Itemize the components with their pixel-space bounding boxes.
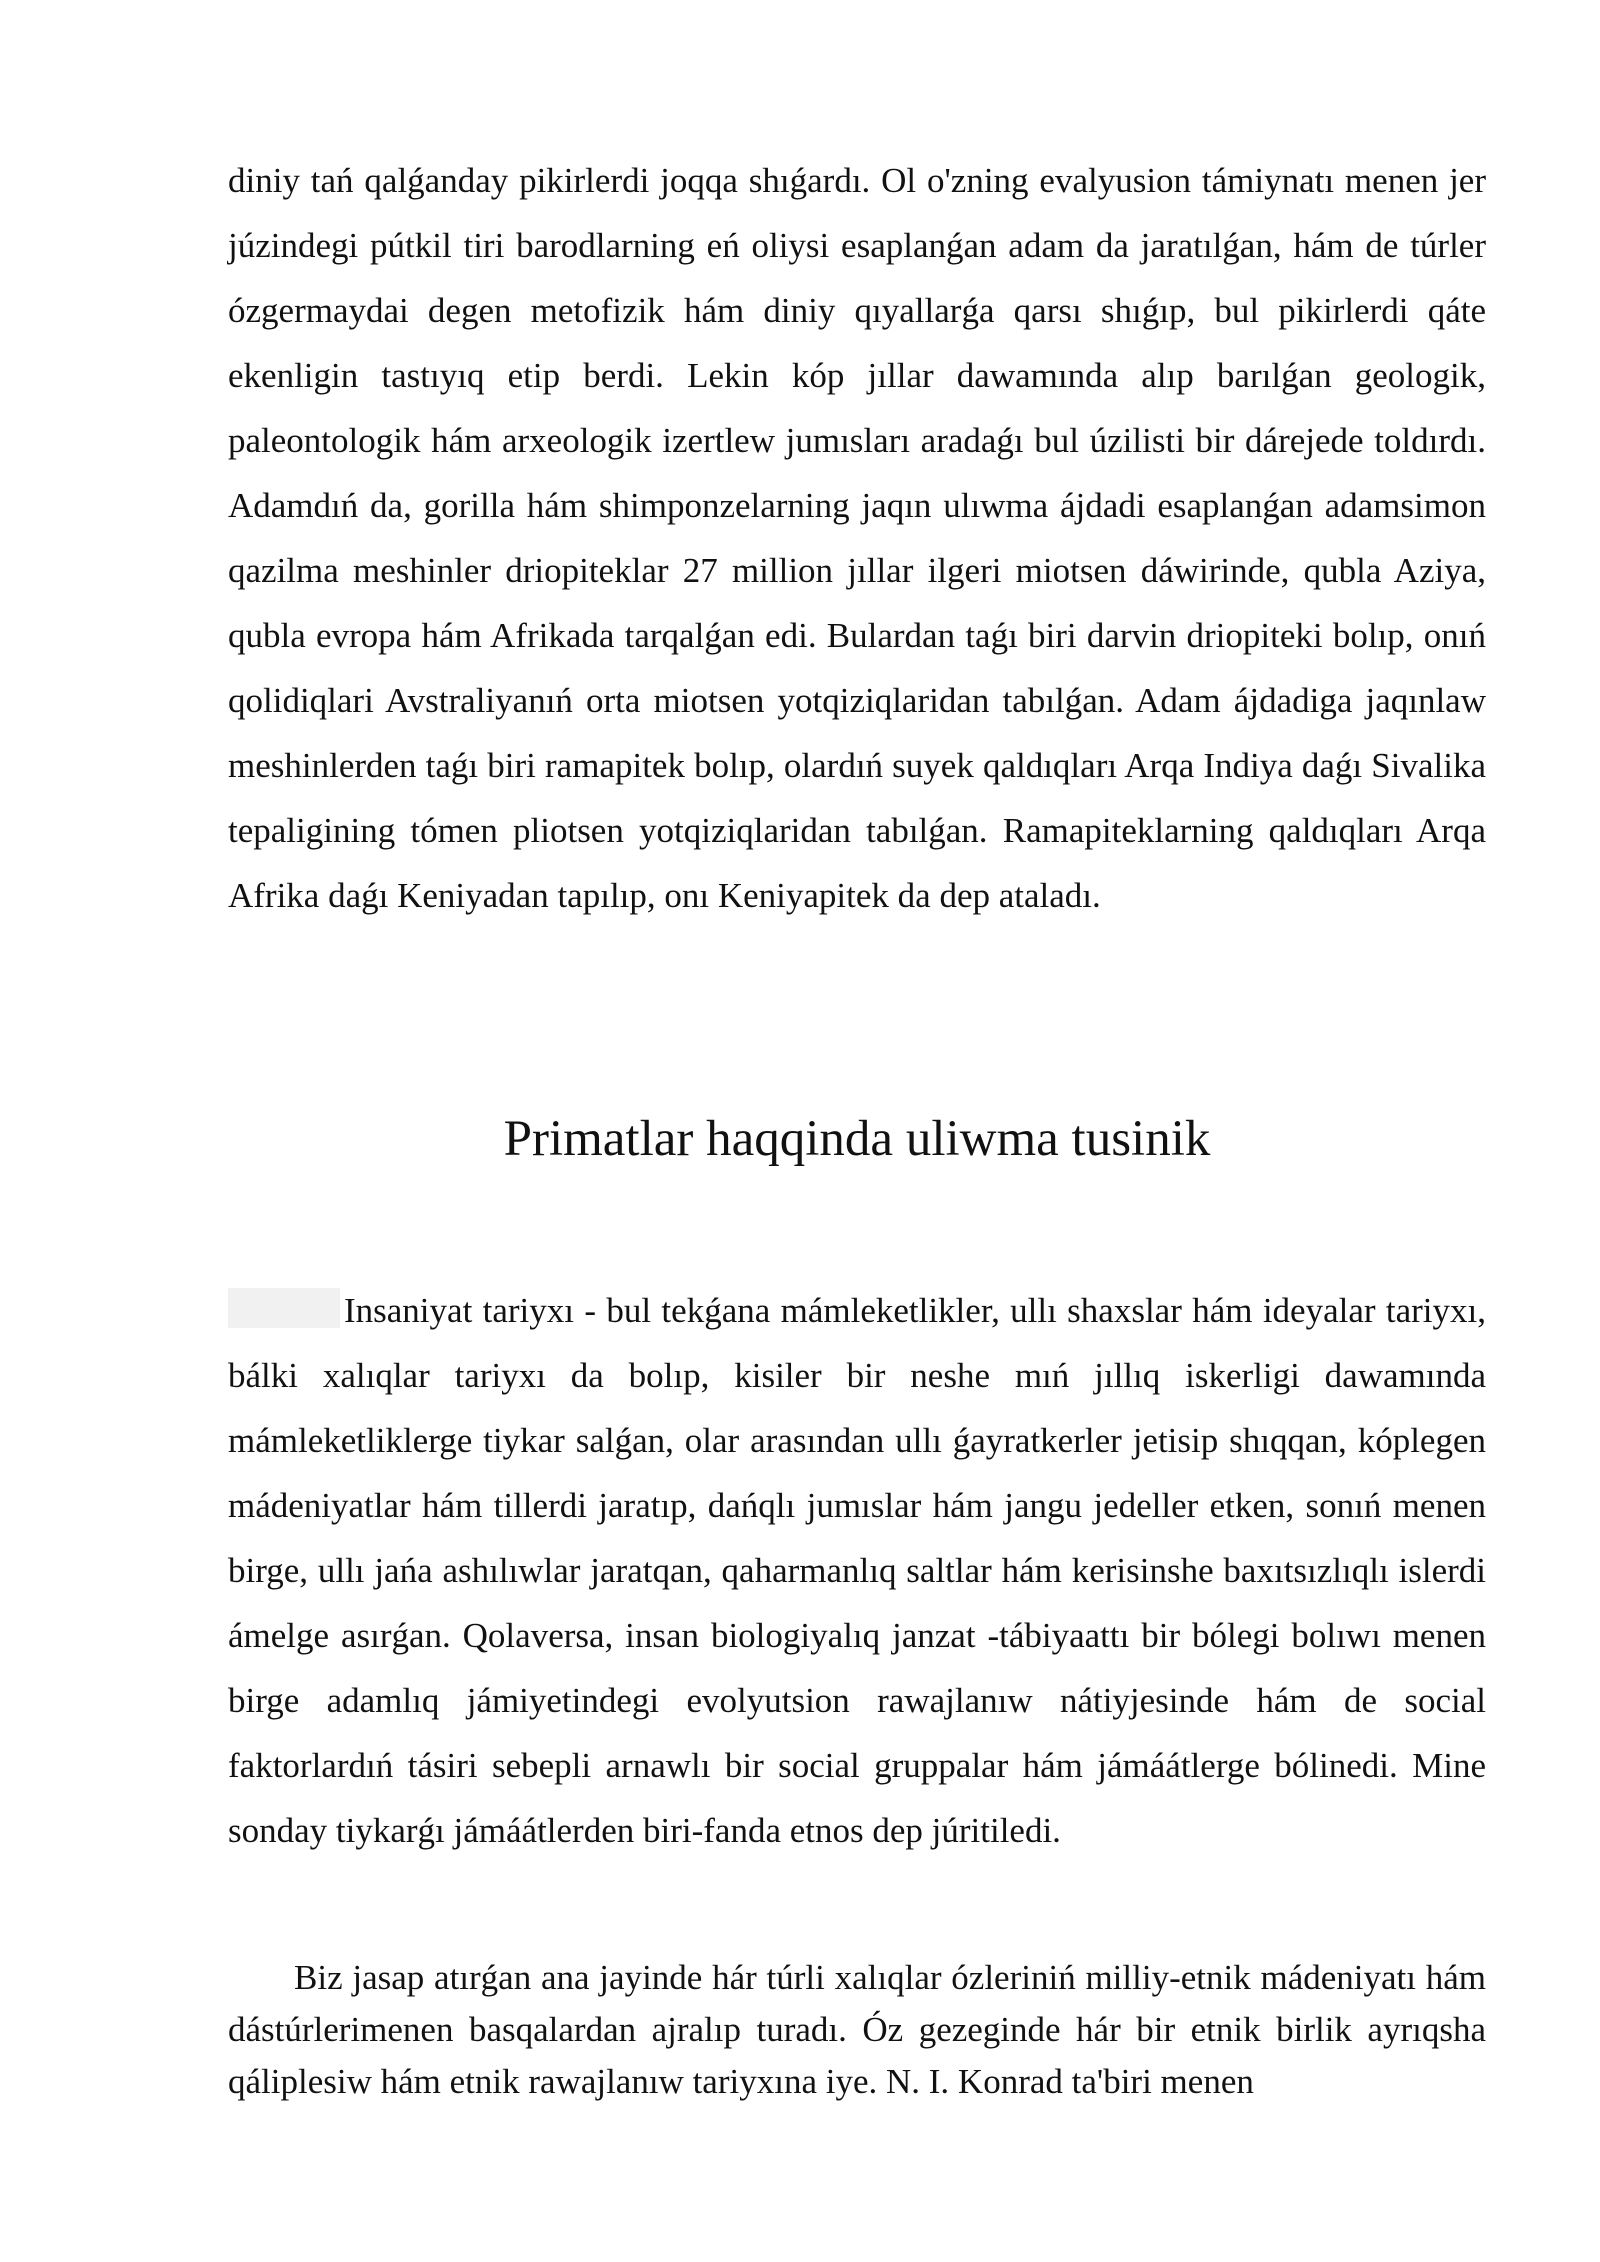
body-paragraph-1: diniy tań qalǵanday pikirlerdi joqqa shıǵardı. Ol o'zning evalyusion támiynatı menen jer júzindegi pútkil tiri barodlarning eń oliysi esaplanǵan adam da jaratılǵan, hám de túrler ózgermaydai degen metofizik hám diniy qıyallarǵa qarsı shıǵıp, bul pikirlerdi qáte ekenligin tastıyıq etip berdi. Lekin kóp jıllar dawamında alıp barılǵan geologik, paleontologik hám arxeologik izertlew jumısları aradaǵı bul úzilisti bir dárejede toldırdı. Adamdıń da, gorilla hám shimponzelarning jaqın ulıwma ájdadi esaplanǵan adamsimon qazilma meshinler driopiteklar 27 million jıllar ilgeri miotsen dáwirinde, qubla Aziya, qubla evropa hám Afrikada tarqalǵan edi. Bulardan taǵı biri darvin driopiteki bolıp, onıń qolidiqlari Avstraliyanıń orta miotsen yotqiziqlaridan tabılǵan. Adam ájdadiga jaqınlaw meshinlerden taǵı biri ramapitek bolıp, olardıń suyek qaldıqları Arqa Indiya daǵı Sivalika tepaligining tómen pliotsen yotqiziqlaridan tabılǵan. Ramapiteklarning qaldıqları Arqa Afrika daǵı Keniyadan tapılıp, onı Keniyapitek da dep ataladı.	[228, 161, 1486, 915]
body-paragraph-2	[228, 1278, 1486, 1863]
body-paragraph-2-text: Insaniyat tariyxı - bul tekǵana mámleketlikler, ullı shaxslar hám ideyalar tariyxı, bálki xalıqlar tariyxı da bolıp, kisiler bir neshe mıń jıllıq iskerligi dawamında mámleketliklerge tiykar salǵan, olar arasından ullı ǵayratkerler jetisip shıqqan, kóplegen mádeniyatlar hám tillerdi jaratıp, dańqlı jumıslar hám jangu jedeller etken, sonıń menen birge, ullı jańa ashılıwlar jaratqan, qaharmanlıq saltlar hám kerisinshe baxıtsızlıqlı islerdi ámelge asırǵan. Qolaversa, insan biologiyalıq janzat -tábiyaattı bir bólegi bolıwı menen birge adamlıq jámiyetindegi evolyutsion rawajlanıw nátiyjesinde hám de social faktorlardıń tásiri sebepli arnawlı bir social gruppalar hám jámáátlerge bólinedi. Mine sonday tiykarǵı jámáátlerden biri-fanda etnos dep júritiledi.	[228, 1291, 1486, 1850]
indent-highlight	[228, 1288, 340, 1328]
section-heading: Primatlar haqqinda uliwma tusinik	[503, 1111, 1211, 1167]
body-paragraph-3: Biz jasap atırǵan ana jayinde hár túrli xalıqlar ózleriniń milliy-etnik mádeniyatı hám dástúrlerimenen basqalardan ajralıp turadı. Óz gezeginde hár bir etnik birlik ayrıqsha qáliplesiw hám etnik rawajlanıw tariyxına iye. N. I. Konrad ta'biri menen	[228, 1958, 1486, 2101]
